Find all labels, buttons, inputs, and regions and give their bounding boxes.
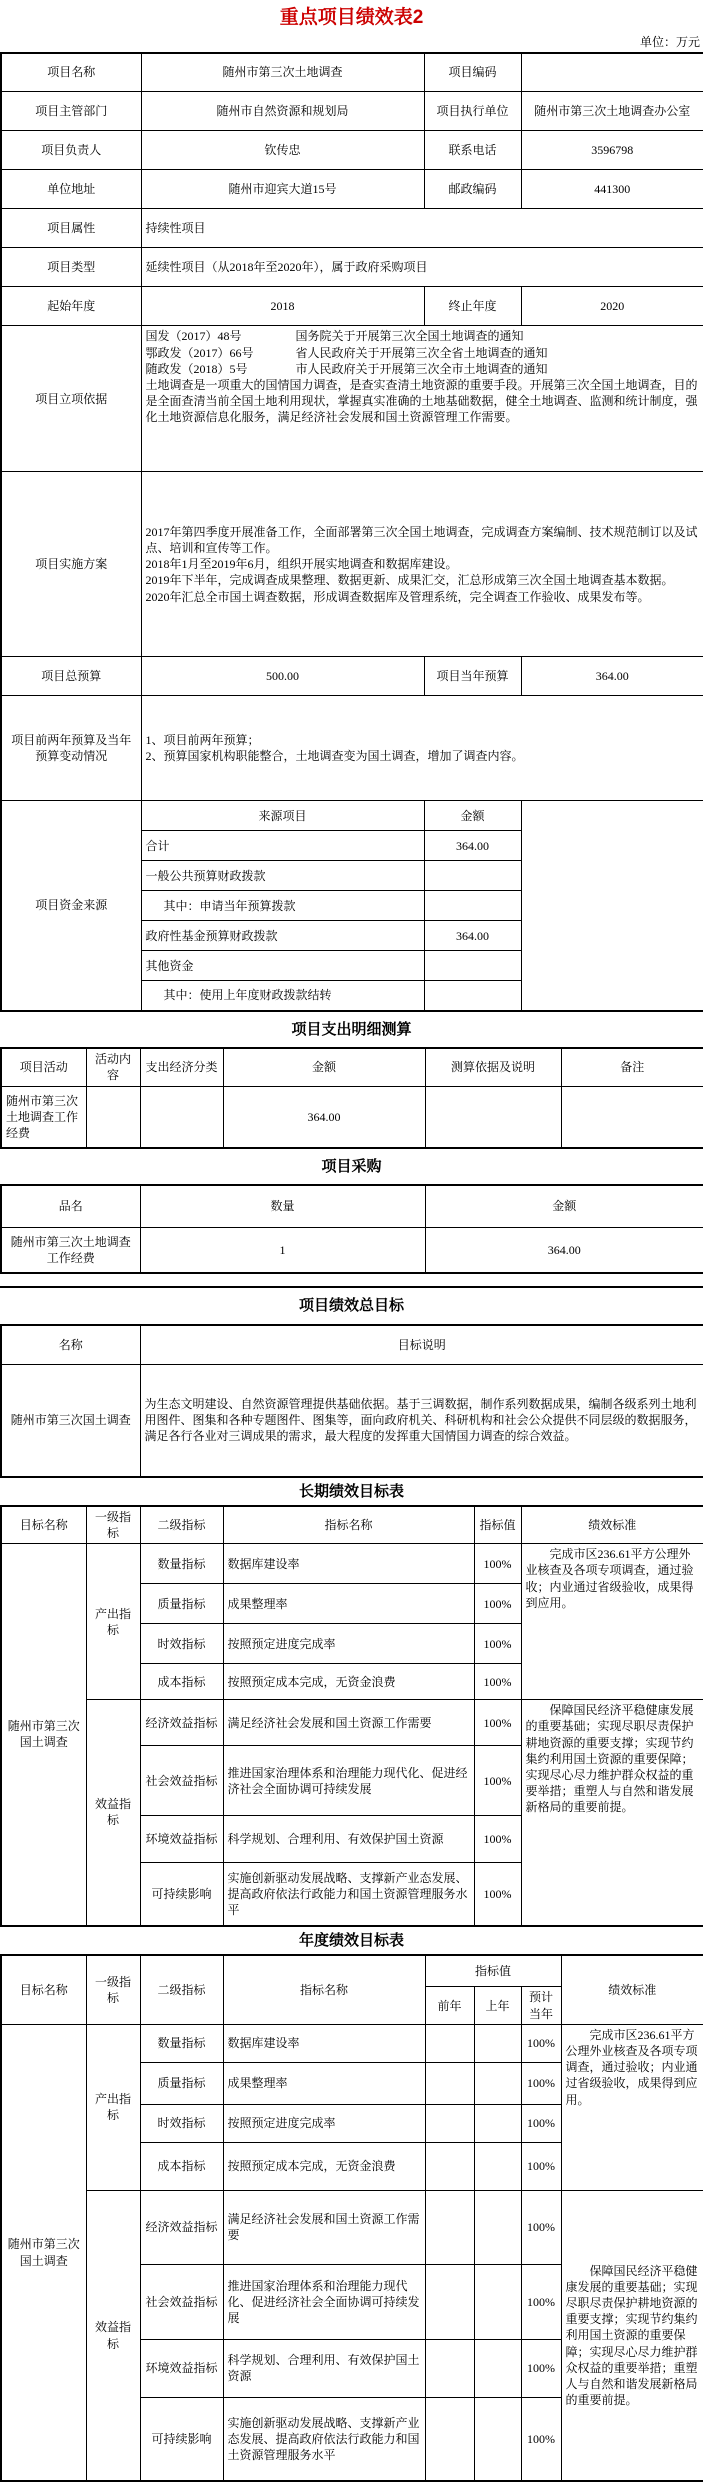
an-indicator: 按照预定成本完成，无资金浪费 bbox=[223, 2142, 425, 2190]
an-level1-benefit: 效益指标 bbox=[86, 2190, 140, 2481]
info-label-address: 单位地址 bbox=[1, 170, 141, 209]
lt-value: 100% bbox=[474, 1584, 521, 1624]
lt-level2: 社会效益指标 bbox=[140, 1746, 223, 1816]
table-row bbox=[1, 657, 703, 696]
funding-header-item: 来源项目 bbox=[141, 801, 424, 831]
doc-number: 鄂政发（2017）66号 bbox=[145, 345, 254, 360]
lt-indicator: 按照预定进度完成率 bbox=[223, 1624, 474, 1664]
lt-value: 100% bbox=[474, 1544, 521, 1584]
standard-text: 完成市区236.61平方公理外业核查及各项专项调查，通过验收；内业通过省级验收，成果得到应用。 bbox=[565, 2027, 698, 2107]
lt-goal-name: 随州市第三次国土调查 bbox=[1, 1544, 86, 1926]
an-last bbox=[474, 2397, 521, 2481]
table-row bbox=[1, 1365, 703, 1477]
funding-item: 其中：申请当年预算拨款 bbox=[141, 891, 424, 921]
basis-doc-line bbox=[146, 345, 700, 361]
expense-content bbox=[86, 1086, 140, 1148]
an-prev bbox=[425, 2190, 474, 2264]
an-level2: 可持续影响 bbox=[140, 2397, 223, 2481]
procurement-header-name: 品名 bbox=[1, 1185, 140, 1227]
expense-header-amount: 金额 bbox=[223, 1048, 425, 1086]
funding-amount bbox=[424, 891, 521, 921]
an-header-level1: 一级指标 bbox=[86, 1955, 140, 2024]
info-value-type: 延续性项目（从2018年至2020年），属于政府采购项目 bbox=[141, 248, 703, 287]
an-last bbox=[474, 2264, 521, 2339]
an-level2: 社会效益指标 bbox=[140, 2264, 223, 2339]
expense-header-content: 活动内容 bbox=[86, 1048, 140, 1086]
procurement-header-qty: 数量 bbox=[140, 1185, 425, 1227]
procurement-qty: 1 bbox=[140, 1227, 425, 1273]
an-indicator: 成果整理率 bbox=[223, 2062, 425, 2104]
an-current: 100% bbox=[521, 2104, 561, 2142]
an-last bbox=[474, 2024, 521, 2062]
lt-level2: 数量指标 bbox=[140, 1544, 223, 1584]
table-row bbox=[1, 287, 703, 326]
table-row bbox=[1, 92, 703, 131]
lt-header-level2: 二级指标 bbox=[140, 1506, 223, 1544]
info-value-end-year: 2020 bbox=[521, 287, 703, 326]
table-row bbox=[1, 53, 703, 92]
table-row bbox=[1, 248, 703, 287]
info-label-year-budget: 项目当年预算 bbox=[424, 657, 521, 696]
lt-value: 100% bbox=[474, 1816, 521, 1863]
an-prev bbox=[425, 2339, 474, 2397]
info-label-phone: 联系电话 bbox=[424, 131, 521, 170]
goal-header-desc: 目标说明 bbox=[140, 1325, 703, 1365]
an-goal-name: 随州市第三次国土调查 bbox=[1, 2024, 86, 2481]
info-value-project-name: 随州市第三次土地调查 bbox=[141, 53, 424, 92]
an-last bbox=[474, 2339, 521, 2397]
expense-header-activity: 项目活动 bbox=[1, 1048, 86, 1086]
table-header-row bbox=[1, 1955, 703, 1987]
funding-item: 一般公共预算财政拨款 bbox=[141, 861, 424, 891]
expense-category bbox=[140, 1086, 223, 1148]
info-label-prev-budget: 项目前两年预算及当年预算变动情况 bbox=[1, 696, 141, 801]
table-row bbox=[1, 696, 703, 801]
info-label-attribute: 项目属性 bbox=[1, 209, 141, 248]
an-header-indicator: 指标名称 bbox=[223, 1955, 425, 2024]
lt-header-standard: 绩效标准 bbox=[521, 1506, 703, 1544]
unit-note: 单位：万元 bbox=[639, 34, 700, 49]
table-row bbox=[1, 1227, 703, 1273]
an-level1-output: 产出指标 bbox=[86, 2024, 140, 2190]
annual-table bbox=[0, 1954, 703, 2482]
info-label-project-code: 项目编码 bbox=[424, 53, 521, 92]
an-current: 100% bbox=[521, 2397, 561, 2481]
info-label-postcode: 邮政编码 bbox=[424, 170, 521, 209]
info-value-basis bbox=[141, 326, 703, 472]
an-current: 100% bbox=[521, 2264, 561, 2339]
lt-value: 100% bbox=[474, 1700, 521, 1746]
info-value-start-year: 2018 bbox=[141, 287, 424, 326]
lt-indicator: 满足经济社会发展和国土资源工作需要 bbox=[223, 1700, 474, 1746]
lt-header-indicator: 指标名称 bbox=[223, 1506, 474, 1544]
info-value-postcode: 441300 bbox=[521, 170, 703, 209]
expense-header-basis: 测算依据及说明 bbox=[425, 1048, 561, 1086]
an-header-standard: 绩效标准 bbox=[561, 1955, 703, 2024]
info-value-phone: 3596798 bbox=[521, 131, 703, 170]
lt-header-level1: 一级指标 bbox=[86, 1506, 140, 1544]
an-indicator: 推进国家治理体系和治理能力现代化、促进经济社会全面协调可持续发展 bbox=[223, 2264, 425, 2339]
funding-amount bbox=[424, 981, 521, 1011]
info-label-project-name: 项目名称 bbox=[1, 53, 141, 92]
prev-budget-line: 1、项目前两年预算； bbox=[145, 733, 260, 748]
plan-line: 2019年下半年，完成调查成果整理、数据更新、成果汇交，汇总形成第三次全国土地调查基本数据。 bbox=[145, 573, 674, 588]
doc-number: 随政发（2018）5号 bbox=[145, 361, 248, 376]
an-level2: 环境效益指标 bbox=[140, 2339, 223, 2397]
an-prev bbox=[425, 2104, 474, 2142]
section-title-longterm: 长期绩效目标表 bbox=[298, 1483, 404, 1500]
table-row bbox=[1, 131, 703, 170]
an-last bbox=[474, 2104, 521, 2142]
procurement-amount: 364.00 bbox=[425, 1227, 703, 1273]
overall-goal-table bbox=[0, 1324, 703, 1478]
an-indicator: 满足经济社会发展和国土资源工作需要 bbox=[223, 2190, 425, 2264]
an-prev bbox=[425, 2397, 474, 2481]
an-current: 100% bbox=[521, 2062, 561, 2104]
an-current: 100% bbox=[521, 2024, 561, 2062]
table-row bbox=[1, 2190, 703, 2264]
an-prev bbox=[425, 2264, 474, 2339]
an-indicator: 数据库建设率 bbox=[223, 2024, 425, 2062]
goal-desc: 为生态文明建设、自然资源管理提供基础依据。基于三调数据，制作系列数据成果，编制各级系列土地利用图件、图集和各种专题图件、图集等，面向政府机关、科研机构和社会公众提供不同层级的数据服务，满足各行各业对三调成果的需求，最大程度的发挥重大国情国力调查的综合效益。 bbox=[140, 1365, 703, 1477]
table-row bbox=[1, 170, 703, 209]
info-value-exec-unit: 随州市第三次土地调查办公室 bbox=[521, 92, 703, 131]
basic-info-table bbox=[0, 52, 703, 1012]
lt-indicator: 成果整理率 bbox=[223, 1584, 474, 1624]
info-label-basis: 项目立项依据 bbox=[1, 326, 141, 472]
an-header-current-year: 预计当年 bbox=[521, 1987, 561, 2024]
expense-activity: 随州市第三次土地调查工作经费 bbox=[1, 1086, 86, 1148]
funding-header-amount: 金额 bbox=[424, 801, 521, 831]
lt-level2: 环境效益指标 bbox=[140, 1816, 223, 1863]
info-value-dept: 随州市自然资源和规划局 bbox=[141, 92, 424, 131]
info-value-address: 随州市迎宾大道15号 bbox=[141, 170, 424, 209]
an-level2: 时效指标 bbox=[140, 2104, 223, 2142]
lt-level2: 成本指标 bbox=[140, 1664, 223, 1700]
plan-line: 2018年1月至2019年6月，组织开展实地调查和数据库建设。 bbox=[145, 557, 458, 572]
expense-table bbox=[0, 1047, 703, 1149]
an-indicator: 按照预定进度完成率 bbox=[223, 2104, 425, 2142]
info-value-attribute: 持续性项目 bbox=[141, 209, 703, 248]
prev-budget-line: 2、预算国家机构职能整合，土地调查变为国土调查，增加了调查内容。 bbox=[145, 749, 524, 764]
lt-level1-benefit: 效益指标 bbox=[86, 1700, 140, 1926]
plan-line: 2020年汇总全市国土调查数据，形成调查数据库及管理系统，完全调查工作验收、成果发布等。 bbox=[145, 589, 650, 604]
funding-item: 合计 bbox=[141, 831, 424, 861]
lt-level2: 可持续影响 bbox=[140, 1863, 223, 1926]
lt-level1-output: 产出指标 bbox=[86, 1544, 140, 1700]
lt-indicator: 按照预定成本完成，无资金浪费 bbox=[223, 1664, 474, 1700]
standard-text: 保障国民经济平稳健康发展的重要基础；实现尽职尽责保护耕地资源的重要支撑；实现节约集约利用国土资源的重要保障；实现尽心尽力维护群众权益的重要举措；重塑人与自然和谐发展新格局的重要前提。 bbox=[525, 1703, 694, 1815]
an-level2: 质量指标 bbox=[140, 2062, 223, 2104]
an-standard-output bbox=[561, 2024, 703, 2190]
an-indicator: 实施创新驱动发展战略、支撑新产业态发展、提高政府依法行政能力和国土资源管理服务水平 bbox=[223, 2397, 425, 2481]
info-label-start-year: 起始年度 bbox=[1, 287, 141, 326]
lt-standard-output bbox=[521, 1544, 703, 1700]
funding-amount bbox=[424, 951, 521, 981]
lt-indicator: 实施创新驱动发展战略、支撑新产业态发展、提高政府依法行政能力和国土资源管理服务水平 bbox=[223, 1863, 474, 1926]
plan-line: 2017年第四季度开展准备工作，全面部署第三次全国土地调查，完成调查方案编制、技术规范制订以及试点、培训和宣传等工作。 bbox=[145, 524, 698, 556]
expense-header-note: 备注 bbox=[561, 1048, 703, 1086]
lt-level2: 经济效益指标 bbox=[140, 1700, 223, 1746]
an-last bbox=[474, 2142, 521, 2190]
doc-title: 国务院关于开展第三次全国土地调查的通知 bbox=[295, 329, 524, 344]
doc-title: 省人民政府关于开展第三次全省土地调查的通知 bbox=[295, 345, 548, 360]
funding-item: 其他资金 bbox=[141, 951, 424, 981]
lt-indicator: 推进国家治理体系和治理能力现代化、促进经济社会全面协调可持续发展 bbox=[223, 1746, 474, 1816]
table-row bbox=[1, 2024, 703, 2062]
info-label-type: 项目类型 bbox=[1, 248, 141, 287]
an-standard-benefit bbox=[561, 2190, 703, 2481]
longterm-table bbox=[0, 1505, 703, 1927]
table-row bbox=[1, 1700, 703, 1746]
an-header-last-year: 上年 bbox=[474, 1987, 521, 2024]
table-header-row bbox=[1, 1325, 703, 1365]
info-label-exec-unit: 项目执行单位 bbox=[424, 92, 521, 131]
an-level2: 经济效益指标 bbox=[140, 2190, 223, 2264]
section-title-expense: 项目支出明细测算 bbox=[291, 1021, 412, 1038]
expense-basis bbox=[425, 1086, 561, 1148]
basis-paragraph: 土地调查是一项重大的国情国力调查，是查实查清土地资源的重要手段。开展第三次全国土地调查，目的是全面查清当前全国土地利用现状，掌握真实准确的土地基础数据，健全土地调查、监测和统计制度，强化土地资源信息化服务，满足经济社会发展和国土资源管理工作需要。 bbox=[145, 377, 698, 425]
funding-amount bbox=[424, 861, 521, 891]
an-header-value: 指标值 bbox=[425, 1955, 561, 1987]
lt-header-goal: 目标名称 bbox=[1, 1506, 86, 1544]
table-header-row bbox=[1, 1048, 703, 1086]
goal-header-name: 名称 bbox=[1, 1325, 140, 1365]
lt-value: 100% bbox=[474, 1664, 521, 1700]
an-current: 100% bbox=[521, 2339, 561, 2397]
lt-level2: 质量指标 bbox=[140, 1584, 223, 1624]
an-prev bbox=[425, 2024, 474, 2062]
table-row bbox=[1, 1086, 703, 1148]
section-title-overall-goal: 项目绩效总目标 bbox=[298, 1298, 404, 1315]
an-current: 100% bbox=[521, 2142, 561, 2190]
procurement-header-amount: 金额 bbox=[425, 1185, 703, 1227]
lt-indicator: 科学规划、合理利用、有效保护国土资源 bbox=[223, 1816, 474, 1863]
lt-value: 100% bbox=[474, 1746, 521, 1816]
an-header-level2: 二级指标 bbox=[140, 1955, 223, 2024]
standard-text: 保障国民经济平稳健康发展的重要基础；实现尽职尽责保护耕地资源的重要支撑；实现节约集约利用国土资源的重要保障；实现尽心尽力维护群众权益的重要举措；重塑人与自然和谐发展新格局的重要前提。 bbox=[565, 2263, 698, 2408]
standard-text: 完成市区236.61平方公理外业核查及各项专项调查，通过验收；内业通过省级验收，成果得到应用。 bbox=[525, 1547, 694, 1610]
info-value-plan bbox=[141, 472, 703, 657]
funding-item: 政府性基金预算财政拨款 bbox=[141, 921, 424, 951]
lt-value: 100% bbox=[474, 1624, 521, 1664]
section-title-annual: 年度绩效目标表 bbox=[298, 1932, 404, 1949]
procurement-name: 随州市第三次土地调查工作经费 bbox=[1, 1227, 140, 1273]
page-title: 重点项目绩效表2 bbox=[279, 7, 424, 28]
section-title-procurement: 项目采购 bbox=[321, 1159, 382, 1176]
an-prev bbox=[425, 2142, 474, 2190]
basis-doc-line bbox=[146, 361, 700, 377]
expense-header-category: 支出经济分类 bbox=[140, 1048, 223, 1086]
expense-note bbox=[561, 1086, 703, 1148]
funding-item: 其中：使用上年度财政拨款结转 bbox=[141, 981, 424, 1011]
info-value-total-budget: 500.00 bbox=[141, 657, 424, 696]
an-last bbox=[474, 2190, 521, 2264]
lt-indicator: 数据库建设率 bbox=[223, 1544, 474, 1584]
info-value-leader: 钦传忠 bbox=[141, 131, 424, 170]
an-level2: 成本指标 bbox=[140, 2142, 223, 2190]
an-current: 100% bbox=[521, 2190, 561, 2264]
funding-label: 项目资金来源 bbox=[1, 801, 141, 1011]
table-header-row bbox=[1, 1185, 703, 1227]
info-label-total-budget: 项目总预算 bbox=[1, 657, 141, 696]
table-row bbox=[1, 801, 703, 831]
table-row bbox=[1, 1544, 703, 1584]
expense-amount: 364.00 bbox=[223, 1086, 425, 1148]
table-header-row bbox=[1, 1506, 703, 1544]
basis-doc-line bbox=[146, 328, 700, 344]
lt-level2: 时效指标 bbox=[140, 1624, 223, 1664]
doc-title: 市人民政府关于开展第三次全市土地调查的通知 bbox=[295, 361, 548, 376]
info-label-leader: 项目负责人 bbox=[1, 131, 141, 170]
an-prev bbox=[425, 2062, 474, 2104]
an-header-goal: 目标名称 bbox=[1, 1955, 86, 2024]
doc-number: 国发（2017）48号 bbox=[145, 329, 242, 344]
info-label-end-year: 终止年度 bbox=[424, 287, 521, 326]
an-header-prev-year: 前年 bbox=[425, 1987, 474, 2024]
table-row bbox=[1, 472, 703, 657]
procurement-table bbox=[0, 1184, 703, 1274]
an-last bbox=[474, 2062, 521, 2104]
an-level2: 数量指标 bbox=[140, 2024, 223, 2062]
info-value-project-code bbox=[521, 53, 703, 92]
lt-standard-benefit bbox=[521, 1700, 703, 1926]
info-value-year-budget: 364.00 bbox=[521, 657, 703, 696]
table-row bbox=[1, 326, 703, 472]
goal-name: 随州市第三次国土调查 bbox=[1, 1365, 140, 1477]
lt-header-value: 指标值 bbox=[474, 1506, 521, 1544]
funding-amount: 364.00 bbox=[424, 921, 521, 951]
lt-value: 100% bbox=[474, 1863, 521, 1926]
info-label-dept: 项目主管部门 bbox=[1, 92, 141, 131]
funding-amount: 364.00 bbox=[424, 831, 521, 861]
info-label-plan: 项目实施方案 bbox=[1, 472, 141, 657]
table-row bbox=[1, 209, 703, 248]
an-indicator: 科学规划、合理利用、有效保护国土资源 bbox=[223, 2339, 425, 2397]
info-value-prev-budget bbox=[141, 696, 703, 801]
